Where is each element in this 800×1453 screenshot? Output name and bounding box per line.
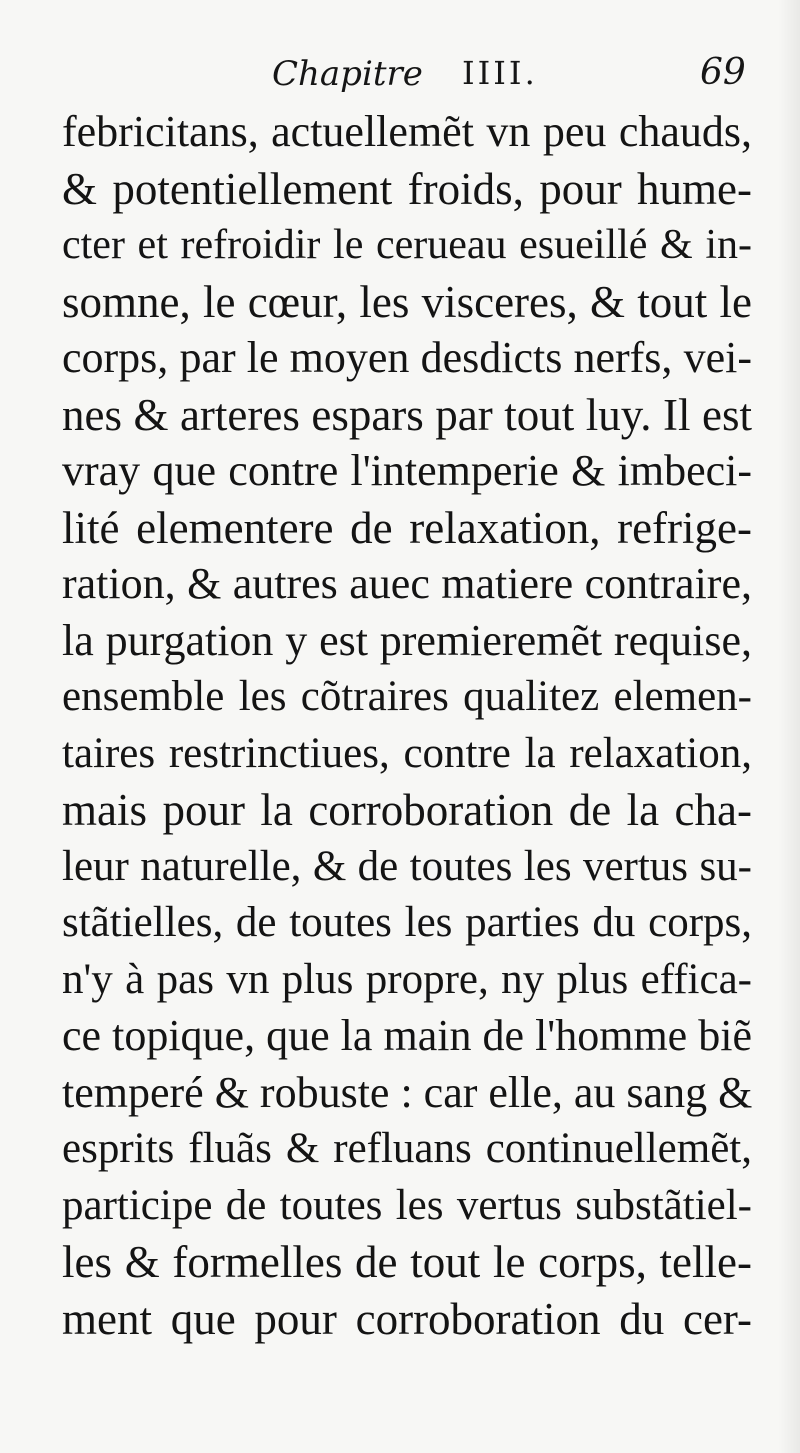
text-line: & potentiellement froids, pour hume- bbox=[62, 163, 752, 214]
text-line: leur naturelle, & de toutes les vertus su- bbox=[62, 842, 752, 890]
text-line: stãtielles, de toutes les parties du corps, bbox=[62, 899, 752, 946]
text-line: n'y à pas vn plus propre, ny plus effica- bbox=[62, 955, 752, 1003]
text-line: temperé & robuste : car elle, au sang & bbox=[62, 1067, 752, 1117]
chapter-label: Chapitre bbox=[272, 54, 423, 94]
text-line: participe de toutes les vertus substãtiel- bbox=[62, 1181, 752, 1229]
text-line: ce topique, que la main de l'homme biẽ bbox=[62, 1011, 752, 1060]
scan-edge-shadow bbox=[778, 0, 800, 1453]
body-text bbox=[62, 104, 752, 1347]
text-line: nes & arteres espars par tout luy. Il est bbox=[62, 389, 752, 440]
text-line: mais pour la corroboration de la cha- bbox=[62, 785, 752, 835]
text-line: febricitans, actuellemẽt vn peu chauds, bbox=[62, 107, 752, 156]
chapter-number: IIII. bbox=[462, 54, 538, 92]
text-line: taires restrinctiues, contre la relaxation, bbox=[62, 729, 752, 777]
text-line: cter et refroidir le cerueau esueillé & in- bbox=[62, 222, 752, 268]
text-line: ment que pour corroboration du cer- bbox=[62, 1293, 752, 1344]
text-line: ration, & autres auec matiere contraire, bbox=[62, 559, 752, 608]
text-line: somne, le cœur, les visceres, & tout le bbox=[62, 276, 752, 327]
text-line: vray que contre l'intemperie & imbeci- bbox=[62, 446, 752, 495]
text-line: la purgation y est premieremẽt requise, bbox=[62, 615, 752, 665]
running-header bbox=[0, 48, 800, 108]
text-line: esprits fluãs & refluans continuellemẽt, bbox=[62, 1125, 752, 1172]
page-number: 69 bbox=[700, 52, 746, 93]
text-line: lité elementere de relaxation, refrige- bbox=[62, 502, 752, 553]
text-line: les & formelles de tout le corps, telle- bbox=[62, 1237, 752, 1287]
text-line: corps, par le moyen desdicts nerfs, vei- bbox=[62, 333, 752, 382]
text-line: ensemble les cõtraires qualitez elemen- bbox=[62, 673, 752, 720]
